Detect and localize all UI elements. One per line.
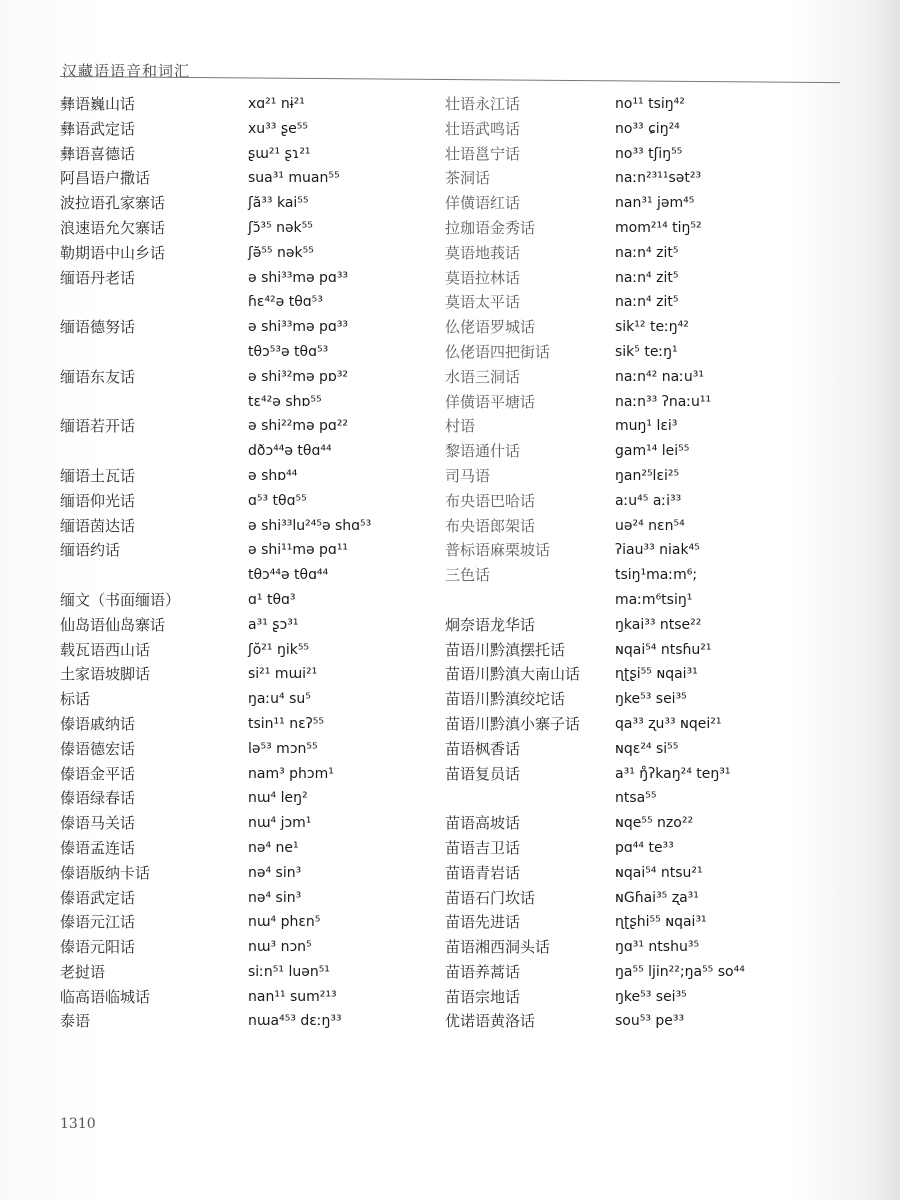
left-column	[60, 92, 440, 1034]
dialect-entry	[60, 191, 440, 216]
word-forms	[615, 712, 722, 737]
word-forms	[615, 985, 687, 1010]
dialect-name: 普标语麻栗坡话	[445, 541, 551, 560]
dialect-name: 壮语邕宁话	[445, 144, 521, 163]
word-form: ɴqai⁵⁴ ntsɦu²¹	[615, 641, 712, 658]
word-forms	[248, 464, 297, 489]
dialect-name: 司马语	[445, 466, 491, 485]
word-form: ə shi¹¹mə pɑ¹¹	[248, 542, 349, 559]
dialect-entry	[60, 464, 440, 489]
right-column	[445, 92, 875, 1034]
word-forms	[248, 266, 348, 316]
word-form: ɴqɛ²⁴ si⁵⁵	[615, 740, 679, 757]
dialect-name: 傣语元阳话	[60, 938, 136, 957]
word-forms	[248, 117, 308, 142]
word-forms	[248, 638, 309, 663]
word-form: tsin¹¹ nɛʔ⁵⁵	[248, 715, 325, 732]
word-forms	[248, 514, 371, 539]
dialect-name: 莫语拉林话	[445, 268, 521, 287]
word-form: ʃə̆⁵⁵ nək⁵⁵	[248, 244, 314, 261]
word-forms	[248, 489, 307, 514]
word-forms	[248, 92, 305, 117]
dialect-entry	[60, 712, 440, 737]
dialect-entry	[60, 538, 440, 588]
word-form: nan³¹ jəm⁴⁵	[615, 195, 695, 212]
dialect-name: 佯僙语红话	[445, 194, 521, 213]
dialect-entry	[60, 786, 440, 811]
dialect-entry	[445, 216, 875, 241]
dialect-name: 傣语金平话	[60, 764, 136, 783]
word-form: ŋaːu⁴ su⁵	[248, 691, 311, 708]
dialect-entry	[60, 489, 440, 514]
word-forms	[615, 117, 680, 142]
dialect-name: 浪速语允欠寨话	[60, 218, 166, 237]
word-forms	[615, 290, 678, 315]
dialect-name: 傣语元江话	[60, 913, 136, 932]
word-form: dðɔ⁴⁴ə tθɑ⁴⁴	[248, 443, 332, 460]
dialect-name: 缅语若开话	[60, 417, 136, 436]
word-form: no¹¹ tsiŋ⁴²	[615, 96, 685, 112]
dialect-entry	[445, 811, 875, 836]
word-forms	[615, 737, 678, 762]
dialect-name: 土家语坡脚话	[60, 665, 151, 684]
dialect-name: 傣语马关话	[60, 814, 136, 833]
word-forms	[615, 960, 745, 985]
dialect-entry	[445, 166, 875, 191]
dialect-entry	[445, 712, 875, 737]
dialect-entry	[445, 563, 875, 613]
dialect-name: 村语	[445, 417, 476, 436]
word-forms	[248, 538, 348, 588]
dialect-entry	[60, 836, 440, 861]
dialect-name: 莫语太平话	[445, 293, 521, 312]
word-form: no³³ tʃiŋ⁵⁵	[615, 145, 683, 162]
word-forms	[615, 142, 682, 167]
word-form: naːn³³ ʔnaːu¹¹	[615, 393, 712, 410]
dialect-name: 波拉语孔家寨话	[60, 194, 166, 213]
dialect-entry	[445, 687, 875, 712]
dialect-name: 阿昌语户撒话	[60, 169, 151, 188]
dialect-name: 缅语丹老话	[60, 268, 136, 287]
word-forms	[248, 762, 334, 787]
dialect-name: 缅文（书面缅语）	[60, 590, 181, 609]
word-form: naːn²³¹¹sət²³	[615, 170, 702, 187]
word-forms	[615, 886, 699, 911]
dialect-entry	[445, 290, 875, 315]
word-form: a³¹ ʂɔ³¹	[248, 616, 299, 633]
dialect-name: 莫语地莪话	[445, 243, 521, 262]
word-forms	[615, 166, 701, 191]
dialect-entry	[60, 117, 440, 142]
word-form: naːn⁴ zit⁵	[615, 244, 679, 261]
dialect-name: 苗语宗地话	[445, 987, 521, 1006]
dialect-entry	[445, 836, 875, 861]
dialect-name: 苗语先进话	[445, 913, 521, 932]
word-forms	[248, 910, 320, 935]
running-head: 汉藏语语音和词汇	[62, 62, 191, 80]
dialect-name: 佯僙语平塘话	[445, 392, 536, 411]
page-number: 1310	[60, 1116, 96, 1132]
dialect-name: 傣语德宏话	[60, 739, 136, 758]
dialect-entry	[445, 613, 875, 638]
dialect-name: 傣语武定话	[60, 888, 136, 907]
word-forms	[248, 786, 308, 811]
dialect-name: 壮语武鸣话	[445, 119, 521, 138]
word-form: ʃŏ²¹ ŋik⁵⁵	[248, 641, 310, 658]
word-form: nə⁴ sin³	[248, 864, 302, 881]
dialect-entry	[445, 886, 875, 911]
dialect-entry	[60, 241, 440, 266]
word-forms	[615, 439, 689, 464]
dialect-entry	[60, 960, 440, 985]
dialect-name: 苗语青岩话	[445, 863, 521, 882]
dialect-name: 苗语川黔滇绞坨话	[445, 690, 566, 709]
dialect-entry	[60, 886, 440, 911]
dialect-name: 布央语巴哈话	[445, 491, 536, 510]
word-form: tɛ⁴²ə shɒ⁵⁵	[248, 393, 322, 410]
dialect-entry	[445, 662, 875, 687]
dialect-entry	[60, 365, 440, 415]
word-forms	[248, 886, 301, 911]
word-form: si²¹ mɯi²¹	[248, 666, 318, 683]
dialect-entry	[445, 514, 875, 539]
word-form: xu³³ ʂe⁵⁵	[248, 120, 308, 137]
dialect-name: 载瓦语西山话	[60, 640, 151, 659]
word-form: nɯ³ nɔn⁵	[248, 939, 312, 956]
dialect-name: 布央语郎架话	[445, 516, 536, 535]
dialect-entry	[60, 910, 440, 935]
dialect-name: 苗语石门坎话	[445, 888, 536, 907]
dialect-name: 缅语土瓦话	[60, 466, 136, 485]
word-forms	[615, 216, 702, 241]
word-form: ŋke⁵³ sei³⁵	[615, 988, 687, 1005]
dialect-name: 傣语戚纳话	[60, 714, 136, 733]
word-form: nan¹¹ sum²¹³	[248, 988, 337, 1005]
word-form: sou⁵³ pe³³	[615, 1013, 685, 1030]
word-form: aːu⁴⁵ aːi³³	[615, 492, 682, 509]
word-forms	[615, 613, 701, 638]
word-forms	[248, 166, 340, 191]
word-forms	[615, 390, 711, 415]
dialect-entry	[445, 142, 875, 167]
dialect-name: 苗语复员话	[445, 764, 521, 783]
word-forms	[615, 514, 685, 539]
word-forms	[615, 241, 678, 266]
dialect-name: 彝语武定话	[60, 119, 136, 138]
word-form: ɑ¹ tθɑ³	[248, 591, 296, 608]
word-form: sik⁵ teːŋ¹	[615, 343, 678, 360]
dialect-entry	[445, 92, 875, 117]
word-form: ɴqe⁵⁵ nzo²²	[615, 815, 694, 832]
dialect-entry	[445, 340, 875, 365]
dialect-entry	[445, 117, 875, 142]
word-forms	[615, 92, 685, 117]
word-forms	[615, 365, 704, 390]
dialect-name: 苗语高坡话	[445, 814, 521, 833]
word-forms	[248, 191, 309, 216]
word-form: nɯ⁴ jɔm¹	[248, 815, 312, 832]
word-forms	[615, 910, 707, 935]
dialect-name: 茶洞话	[445, 169, 491, 188]
dialect-name: 炯奈语龙华话	[445, 615, 536, 634]
word-forms	[615, 1009, 684, 1034]
dialect-name: 仙岛语仙岛寨话	[60, 615, 166, 634]
dialect-entry	[445, 241, 875, 266]
dialect-name: 水语三洞话	[445, 367, 521, 386]
word-forms	[615, 762, 730, 812]
word-form: naːn⁴ zit⁵	[615, 294, 679, 311]
word-forms	[615, 538, 700, 563]
word-form: gam¹⁴ lei⁵⁵	[615, 443, 690, 460]
word-form: ntsa⁵⁵	[615, 790, 657, 807]
word-forms	[248, 216, 313, 241]
dialect-entry	[60, 861, 440, 886]
dialect-entry	[445, 960, 875, 985]
dialect-entry	[445, 861, 875, 886]
dialect-name: 泰语	[60, 1012, 91, 1031]
word-form: naːn⁴² naːu³¹	[615, 368, 704, 385]
word-forms	[248, 935, 312, 960]
word-form: uə²⁴ nɛn⁵⁴	[615, 517, 685, 534]
word-form: ə shɒ⁴⁴	[248, 467, 298, 484]
word-form: ɦɛ⁴²ə tθɑ⁵³	[248, 294, 323, 311]
word-form: pɑ⁴⁴ te³³	[615, 839, 674, 856]
dialect-entry	[60, 414, 440, 464]
word-form: maːm⁶tsiŋ¹	[615, 591, 693, 608]
word-form: xɑ²¹ nɨ²¹	[248, 96, 305, 112]
word-form: no³³ ɕiŋ²⁴	[615, 120, 680, 137]
word-forms	[248, 414, 348, 464]
word-forms	[248, 811, 311, 836]
word-forms	[248, 687, 311, 712]
word-forms	[248, 315, 348, 365]
word-forms	[248, 1009, 342, 1034]
dialect-entry	[445, 910, 875, 935]
dialect-entry	[60, 588, 440, 613]
word-forms	[248, 737, 318, 762]
word-form: ə shi³³mə pɑ³³	[248, 269, 349, 286]
dialect-entry	[60, 142, 440, 167]
word-forms	[615, 266, 678, 291]
dialect-name: 三色话	[445, 566, 491, 585]
dialect-entry	[445, 762, 875, 812]
word-form: ɳʈʂi⁵⁵ ɴqai³¹	[615, 666, 698, 683]
dialect-name: 临高语临城话	[60, 987, 151, 1006]
dialect-name: 苗语川黔滇大南山话	[445, 665, 581, 684]
dialect-entry	[60, 687, 440, 712]
dialect-entry	[445, 737, 875, 762]
dialect-name: 拉珈语金秀话	[445, 218, 536, 237]
dialect-entry	[60, 216, 440, 241]
dialect-entry	[445, 315, 875, 340]
dialect-name: 苗语枫香话	[445, 739, 521, 758]
word-forms	[615, 340, 678, 365]
word-forms	[615, 861, 703, 886]
dialect-name: 彝语巍山话	[60, 95, 136, 113]
word-forms	[248, 836, 299, 861]
dialect-name: 傣语绿春话	[60, 789, 136, 808]
word-form: siːn⁵¹ luən⁵¹	[248, 963, 330, 980]
dialect-entry	[60, 514, 440, 539]
word-form: ŋa⁵⁵ ljin²²;ŋa⁵⁵ so⁴⁴	[615, 963, 745, 980]
dialect-entry	[445, 414, 875, 439]
word-forms	[615, 687, 687, 712]
word-form: ɴqai⁵⁴ ntsu²¹	[615, 864, 703, 881]
word-form: ɑ⁵³ tθɑ⁵⁵	[248, 492, 307, 509]
word-forms	[248, 588, 296, 613]
dialect-entry	[445, 638, 875, 663]
dialect-entry	[445, 266, 875, 291]
dialect-entry	[60, 762, 440, 787]
word-form: a³¹ ŋ̊ʔkaŋ²⁴ teŋ³¹	[615, 765, 731, 782]
dialect-name: 标话	[60, 690, 91, 709]
dialect-entry	[445, 1009, 875, 1034]
word-form: ʃɔ̆³⁵ nək⁵⁵	[248, 219, 313, 236]
word-form: ə shi³³mə pɑ³³	[248, 319, 349, 336]
dialect-entry	[60, 935, 440, 960]
dialect-name: 仫佬语罗城话	[445, 318, 536, 337]
dialect-entry	[60, 638, 440, 663]
dialect-name: 缅语德努话	[60, 318, 136, 337]
word-forms	[615, 662, 698, 687]
dialect-entry	[445, 935, 875, 960]
dialect-name: 优诺语黄洛话	[445, 1012, 536, 1031]
word-form: ŋɑ³¹ ntshu³⁵	[615, 939, 700, 956]
dialect-name: 苗语川黔滇摆托话	[445, 640, 566, 659]
word-form: nam³ phɔm¹	[248, 765, 334, 782]
word-form: nɯ⁴ phɛn⁵	[248, 914, 321, 931]
dialect-name: 苗语湘西洞头话	[445, 938, 551, 957]
dialect-name: 苗语川黔滇小寨子话	[445, 714, 581, 733]
word-forms	[248, 613, 298, 638]
word-forms	[615, 638, 712, 663]
dialect-entry	[60, 613, 440, 638]
dialect-name: 仫佬语四把街话	[445, 342, 551, 361]
dialect-entry	[60, 737, 440, 762]
word-form: nə⁴ sin³	[248, 889, 302, 906]
word-form: nɯa⁴⁵³ dɛːŋ³³	[248, 1013, 342, 1030]
dialect-entry	[60, 315, 440, 365]
dialect-entry	[445, 985, 875, 1010]
word-forms	[248, 985, 337, 1010]
word-form: mom²¹⁴ tiŋ⁵²	[615, 219, 702, 236]
dialect-name: 缅语仰光话	[60, 491, 136, 510]
dialect-entry	[60, 92, 440, 117]
word-form: ə shi³²mə pɒ³²	[248, 368, 349, 385]
dialect-entry	[60, 1009, 440, 1034]
word-form: ə shi²²mə pɑ²²	[248, 418, 349, 435]
word-forms	[248, 662, 317, 687]
word-form: tθɔ⁴⁴ə tθɑ⁴⁴	[248, 567, 329, 584]
dialect-name: 黎语通什话	[445, 442, 521, 461]
word-form: sua³¹ muan⁵⁵	[248, 170, 340, 187]
word-form: nə⁴ ne¹	[248, 839, 299, 856]
word-form: muŋ¹ lɛi³	[615, 418, 678, 435]
dialect-name: 缅语茵达话	[60, 516, 136, 535]
dialect-entry	[60, 266, 440, 316]
dialect-name: 缅语东友话	[60, 367, 136, 386]
dialect-entry	[60, 662, 440, 687]
word-form: ŋkai³³ ntse²²	[615, 616, 702, 633]
word-form: nɯ⁴ leŋ²	[248, 790, 308, 807]
word-forms	[248, 960, 330, 985]
dialect-name: 彝语喜德话	[60, 144, 136, 163]
word-form: naːn⁴ zit⁵	[615, 269, 679, 286]
word-form: sik¹² teːŋ⁴²	[615, 319, 689, 336]
word-forms	[248, 365, 348, 415]
dialect-name: 勒期语中山乡话	[60, 243, 166, 262]
dialect-entry	[445, 365, 875, 390]
word-forms	[615, 191, 694, 216]
word-form: tsiŋ¹maːm⁶;	[615, 567, 698, 584]
dialect-entry	[60, 811, 440, 836]
dialect-entry	[60, 985, 440, 1010]
word-form: ɴGɦai³⁵ ʐa³¹	[615, 889, 699, 906]
dialect-entry	[445, 464, 875, 489]
word-form: ɳʈʂhi⁵⁵ ɴqai³¹	[615, 914, 707, 931]
dialect-entry	[445, 439, 875, 464]
dialect-entry	[445, 191, 875, 216]
word-form: tθɔ⁵³ə tθɑ⁵³	[248, 343, 329, 360]
word-forms	[615, 935, 699, 960]
word-forms	[248, 712, 324, 737]
dialect-entry	[445, 538, 875, 563]
word-form: ə shi³³lu²⁴⁵ə shɑ⁵³	[248, 517, 372, 534]
word-form: ʃă³³ kai⁵⁵	[248, 195, 309, 212]
word-forms	[615, 315, 689, 340]
dialect-name: 傣语孟连话	[60, 838, 136, 857]
word-form: ŋan²⁵lɛi²⁵	[615, 467, 680, 484]
dialect-entry	[60, 166, 440, 191]
word-forms	[615, 464, 679, 489]
word-forms	[615, 489, 681, 514]
dialect-name: 苗语吉卫话	[445, 838, 521, 857]
word-form: ʔiau³³ niak⁴⁵	[615, 542, 700, 559]
word-forms	[248, 241, 314, 266]
word-forms	[615, 811, 693, 836]
word-forms	[248, 142, 311, 167]
dialect-name: 缅语约话	[60, 541, 121, 560]
word-forms	[615, 563, 697, 613]
word-form: qa³³ ʐu³³ ɴqei²¹	[615, 715, 722, 732]
dialect-entry	[445, 489, 875, 514]
dialect-name: 壮语永江话	[445, 95, 521, 113]
word-forms	[615, 414, 677, 439]
word-forms	[615, 836, 674, 861]
word-form: lə⁵³ mɔn⁵⁵	[248, 740, 318, 757]
word-forms	[248, 861, 301, 886]
dialect-entry	[445, 390, 875, 415]
word-form: ŋke⁵³ sei³⁵	[615, 691, 687, 708]
dialect-name: 傣语版纳卡话	[60, 863, 151, 882]
word-form: ʂɯ²¹ ʂɿ²¹	[248, 145, 311, 162]
dialect-name: 苗语养蒿话	[445, 962, 521, 981]
dialect-name: 老挝语	[60, 962, 106, 981]
